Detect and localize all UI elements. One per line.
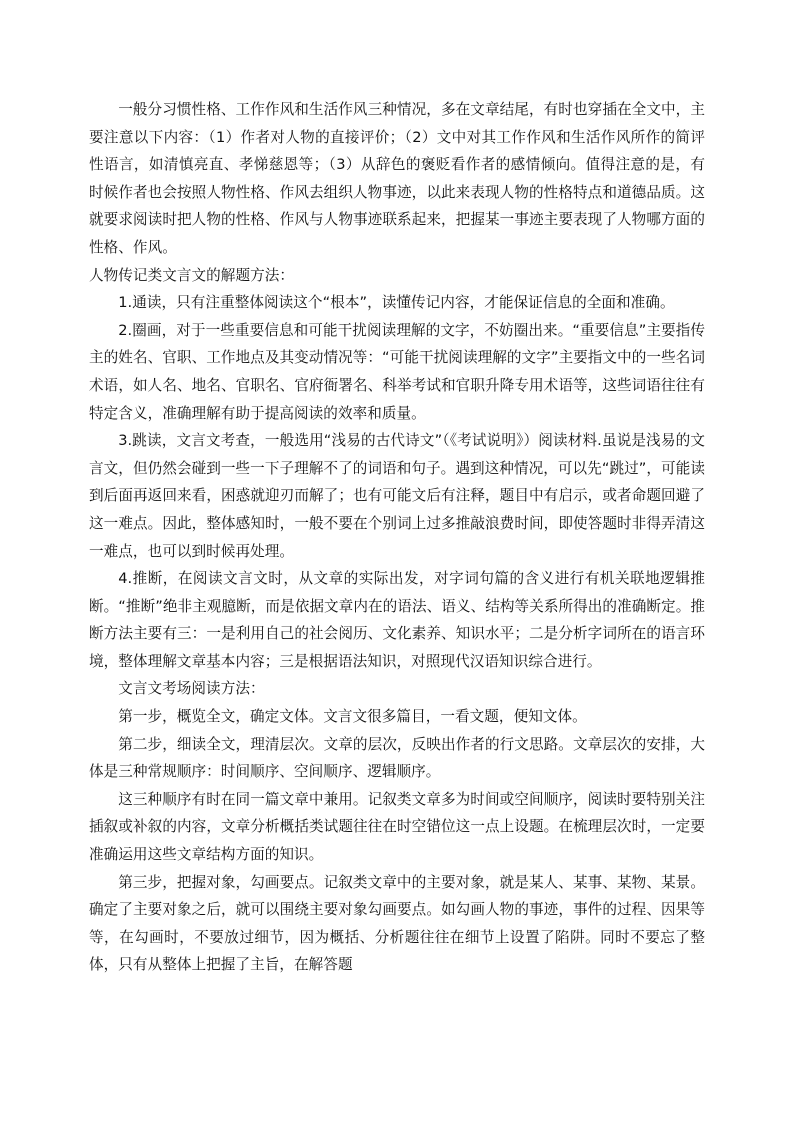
document-body xyxy=(89,96,705,979)
paragraph-step-one: 第一步，概览全文，确定文体。文言文很多篇目，一看文题，便知文体。 xyxy=(118,708,587,726)
paragraph-order-types: 这三种顺序有时在同一篇文章中兼用。记叙类文章多为时间或空间顺序，阅读时要特别关注插叙或补叙的内容，文章分析概括类试题往往在时空错位这一点上设题。在梳理层次时，一定要准确运用这些文章结构方面的知识。 xyxy=(89,790,705,864)
paragraph-methods-heading: 人物传记类文言文的解题方法： xyxy=(89,266,295,284)
paragraph-exam-reading-heading: 文言文考场阅读方法： xyxy=(118,680,265,698)
paragraph-method-read-through: 1.通读，只有注重整体阅读这个“根本”，读懂传记内容，才能保证信息的全面和准确。 xyxy=(118,294,675,312)
paragraph-method-circle: 2.圈画，对于一些重要信息和可能干扰阅读理解的文字，不妨圈出来。“重要信息”主要指传主的姓名、官职、工作地点及其变动情况等：“可能干扰阅读理解的文字”主要指文中的一些名词术语，如人名、地名、官职名、官府衙署名、科举考试和官职升降专用术语等，这些词语往往有特定含义，准确理解有助于提高阅读的效率和质量。 xyxy=(89,321,705,422)
paragraph-method-infer: 4.推断，在阅读文言文时，从文章的实际出发，对字词句篇的含义进行有机关联地逻辑推断。“推断”绝非主观臆断，而是依据文章内在的语法、语义、结构等关系所得出的准确断定。推断方法主要有三：一是利用自己的社会阅历、文化素养、知识水平；二是分析字词所在的语言环境，整体理解文章基本内容；三是根据语法知识，对照现代汉语知识综合进行。 xyxy=(89,570,705,670)
paragraph-character-style: 一般分习惯性格、工作作风和生活作风三种情况，多在文章结尾，有时也穿插在全文中，主要注意以下内容：（1）作者对人物的直接评价；（2）文中对其工作作风和生活作风所作的简评性语言，如清慎亮直、孝悌慈恩等；（3）从辞色的褒贬看作者的感情倾向。值得注意的是，有时候作者也会按照人物性格、作风去组织人物事迹，以此来表现人物的性格特点和道德品质。这就要求阅读时把人物的性格、作风与人物事迹联系起来，把握某一事迹主要表现了人物哪方面的性格、作风。 xyxy=(89,101,705,256)
paragraph-step-two: 第二步，细读全文，理清层次。文章的层次，反映出作者的行文思路。文章层次的安排，大体是三种常规顺序：时间顺序、空间顺序、逻辑顺序。 xyxy=(89,735,705,781)
paragraph-method-skip: 3.跳读，文言文考查，一般选用“浅易的古代诗文”（《考试说明》）阅读材料.虽说是浅易的文言文，但仍然会碰到一些一下子理解不了的词语和句子。遇到这种情况，可以先“跳过”，可能读到后面再返回来看，困惑就迎刃而解了；也有可能文后有注释，题目中有启示，或者命题回避了这一难点。因此，整体感知时，一般不要在个别词上过多推敲浪费时间，即使答题时非得弄清这一难点，也可以到时候再处理。 xyxy=(89,432,705,560)
paragraph-step-three: 第三步，把握对象，勾画要点。记叙类文章中的主要对象，就是某人、某事、某物、某景。确定了主要对象之后，就可以围绕主要对象勾画要点。如勾画人物的事迹，事件的过程、因果等等，在勾画时，不要放过细节，因为概括、分析题往往在细节上设置了陷阱。同时不要忘了整体，只有从整体上把握了主旨，在解答题 xyxy=(89,873,705,974)
